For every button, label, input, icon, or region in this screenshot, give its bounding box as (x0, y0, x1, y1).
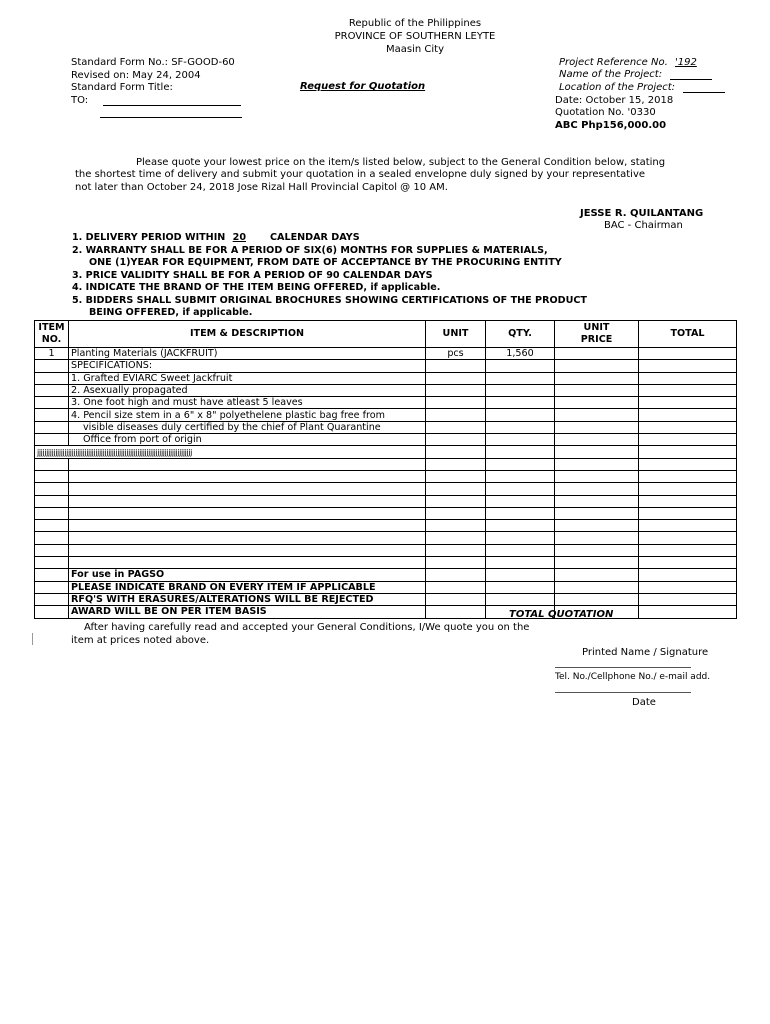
table-row (35, 409, 737, 421)
margin-mark (32, 633, 33, 645)
closing-line-2: item at prices noted above. (71, 635, 210, 646)
to-label-text: TO: (71, 95, 89, 106)
abc-amount: ABC Php156,000.00 (555, 120, 667, 131)
header-city: Maasin City (386, 44, 444, 55)
condition-1-pre: 1. DELIVERY PERIOD WITHIN (72, 232, 226, 243)
spec-2-cell: 2. Asexually propagated (69, 384, 426, 396)
item-qty-cell: 1,560 (486, 348, 555, 360)
spec-1-cell: 1. Grafted EVIARC Sweet Jackfruit (69, 372, 426, 384)
table-row (35, 360, 737, 372)
table-row (35, 544, 737, 556)
condition-1-post: CALENDAR DAYS (270, 232, 360, 243)
project-date: Date: October 15, 2018 (555, 95, 674, 106)
col-item-no: ITEM NO. (35, 321, 69, 348)
intro-line-3: not later than October 24, 2018 Jose Rizal Hall Provincial Capitol @ 10 AM. (75, 182, 448, 193)
item-no-cell: 1 (35, 348, 69, 360)
date-label: Date (632, 697, 656, 708)
col-qty: QTY. (486, 321, 555, 348)
table-header-row (35, 321, 737, 348)
table-row (35, 397, 737, 409)
closing-line-1: After having carefully read and accepted your General Conditions, I/We quote you on the (84, 622, 530, 633)
quotation-no: Quotation No. '0330 (555, 107, 656, 118)
project-location-blank (683, 82, 725, 93)
item-unit-cell: pcs (426, 348, 486, 360)
table-row (35, 507, 737, 519)
standard-form-title: Standard Form Title: (71, 82, 173, 93)
table-row (35, 581, 737, 593)
project-reference (559, 57, 697, 68)
item-name-cell: Planting Materials (JACKFRUIT) (69, 348, 426, 360)
table-row (35, 458, 737, 470)
table-row (35, 532, 737, 544)
table-row (35, 372, 737, 384)
table-row (35, 520, 737, 532)
tel-email-label: Tel. No./Cellphone No./ e-mail add. (555, 672, 711, 682)
to-label (71, 95, 241, 106)
col-unit: UNIT (426, 321, 486, 348)
project-location-label: Location of the Project: (559, 82, 676, 93)
table-row (35, 569, 737, 581)
note-brand-cell: PLEASE INDICATE BRAND ON EVERY ITEM IF APPLICABLE (69, 581, 426, 593)
project-location (559, 82, 725, 93)
table-row (35, 557, 737, 569)
project-name-label: Name of the Project: (559, 69, 663, 80)
filler-cell: jjjjjjjjjjjjjjjjjjjjjjjjjjjjjjjjjjjjjjjjjjjjjjjjjjjjjjjjjjjjjjjjjjjjjjjjjjjjjjjjjjjjj (35, 446, 426, 458)
doc-title: Request for Quotation (300, 81, 426, 92)
condition-2a: 2. WARRANTY SHALL BE FOR A PERIOD OF SIX(6) MONTHS FOR SUPPLIES & MATERIALS, (72, 245, 548, 256)
intro-line-2: the shortest time of delivery and submit your quotation in a sealed envelopne duly signed by your representative (75, 169, 646, 180)
condition-1 (72, 232, 360, 243)
condition-5a: 5. BIDDERS SHALL SUBMIT ORIGINAL BROCHURES SHOWING CERTIFICATIONS OF THE PRODUCT (72, 295, 587, 306)
standard-form-no: Standard Form No.: SF-GOOD-60 (71, 57, 235, 68)
condition-4: 4. INDICATE THE BRAND OF THE ITEM BEING OFFERED, if applicable. (72, 282, 441, 293)
table-row (35, 434, 737, 446)
spec-header-cell: SPECIFICATIONS: (69, 360, 426, 372)
table-row (35, 421, 737, 433)
revised-on: Revised on: May 24, 2004 (71, 70, 201, 81)
intro-line-1: Please quote your lowest price on the item/s listed below, subject to the General Condition below, stating (136, 157, 666, 168)
table-row (35, 606, 737, 618)
table-row (35, 470, 737, 482)
item-price-cell (555, 348, 639, 360)
project-name (559, 69, 712, 80)
project-reference-value: '192 (674, 57, 697, 68)
spec-3-cell: 3. One foot high and must have atleast 5 leaves (69, 397, 426, 409)
spec-4b-cell: visible diseases duly certified by the chief of Plant Quarantine (69, 421, 426, 433)
col-total: TOTAL (639, 321, 737, 348)
table-row (35, 495, 737, 507)
note-pagso-cell: For use in PAGSO (69, 569, 426, 581)
condition-2b: ONE (1)YEAR FOR EQUIPMENT, FROM DATE OF ACCEPTANCE BY THE PROCURING ENTITY (89, 257, 562, 268)
to-blank-line-2 (100, 107, 242, 118)
items-table (34, 320, 737, 619)
note-erasures-cell: RFQ'S WITH ERASURES/ALTERATIONS WILL BE REJECTED (69, 593, 426, 605)
total-quotation-label: TOTAL QUOTATION (509, 609, 614, 620)
signature-line (555, 667, 691, 668)
printed-name-signature: Printed Name / Signature (582, 647, 709, 658)
table-row (35, 348, 737, 360)
project-reference-label: Project Reference No. (559, 57, 668, 68)
spec-4c-cell: Office from port of origin (69, 434, 426, 446)
condition-3: 3. PRICE VALIDITY SHALL BE FOR A PERIOD OF 90 CALENDAR DAYS (72, 270, 433, 281)
condition-1-days: 20 (232, 232, 247, 243)
to-blank-line-1 (103, 95, 241, 106)
signatory-title: BAC - Chairman (604, 220, 683, 231)
table-row (35, 446, 737, 458)
col-description: ITEM & DESCRIPTION (69, 321, 426, 348)
table-row (35, 593, 737, 605)
item-total-cell (639, 348, 737, 360)
table-row (35, 384, 737, 396)
header-province: PROVINCE OF SOUTHERN LEYTE (334, 31, 496, 42)
signatory-name: JESSE R. QUILANTANG (580, 208, 704, 219)
table-row (35, 483, 737, 495)
date-line (555, 692, 691, 693)
note-award-cell: AWARD WILL BE ON PER ITEM BASIS (69, 606, 426, 618)
spec-4a-cell: 4. Pencil size stem in a 6" x 8" polyethelene plastic bag free from (69, 409, 426, 421)
condition-5b: BEING OFFERED, if applicable. (89, 307, 253, 318)
project-name-blank (670, 69, 712, 80)
header-republic: Republic of the Philippines (348, 18, 482, 29)
col-unit-price: UNIT PRICE (555, 321, 639, 348)
